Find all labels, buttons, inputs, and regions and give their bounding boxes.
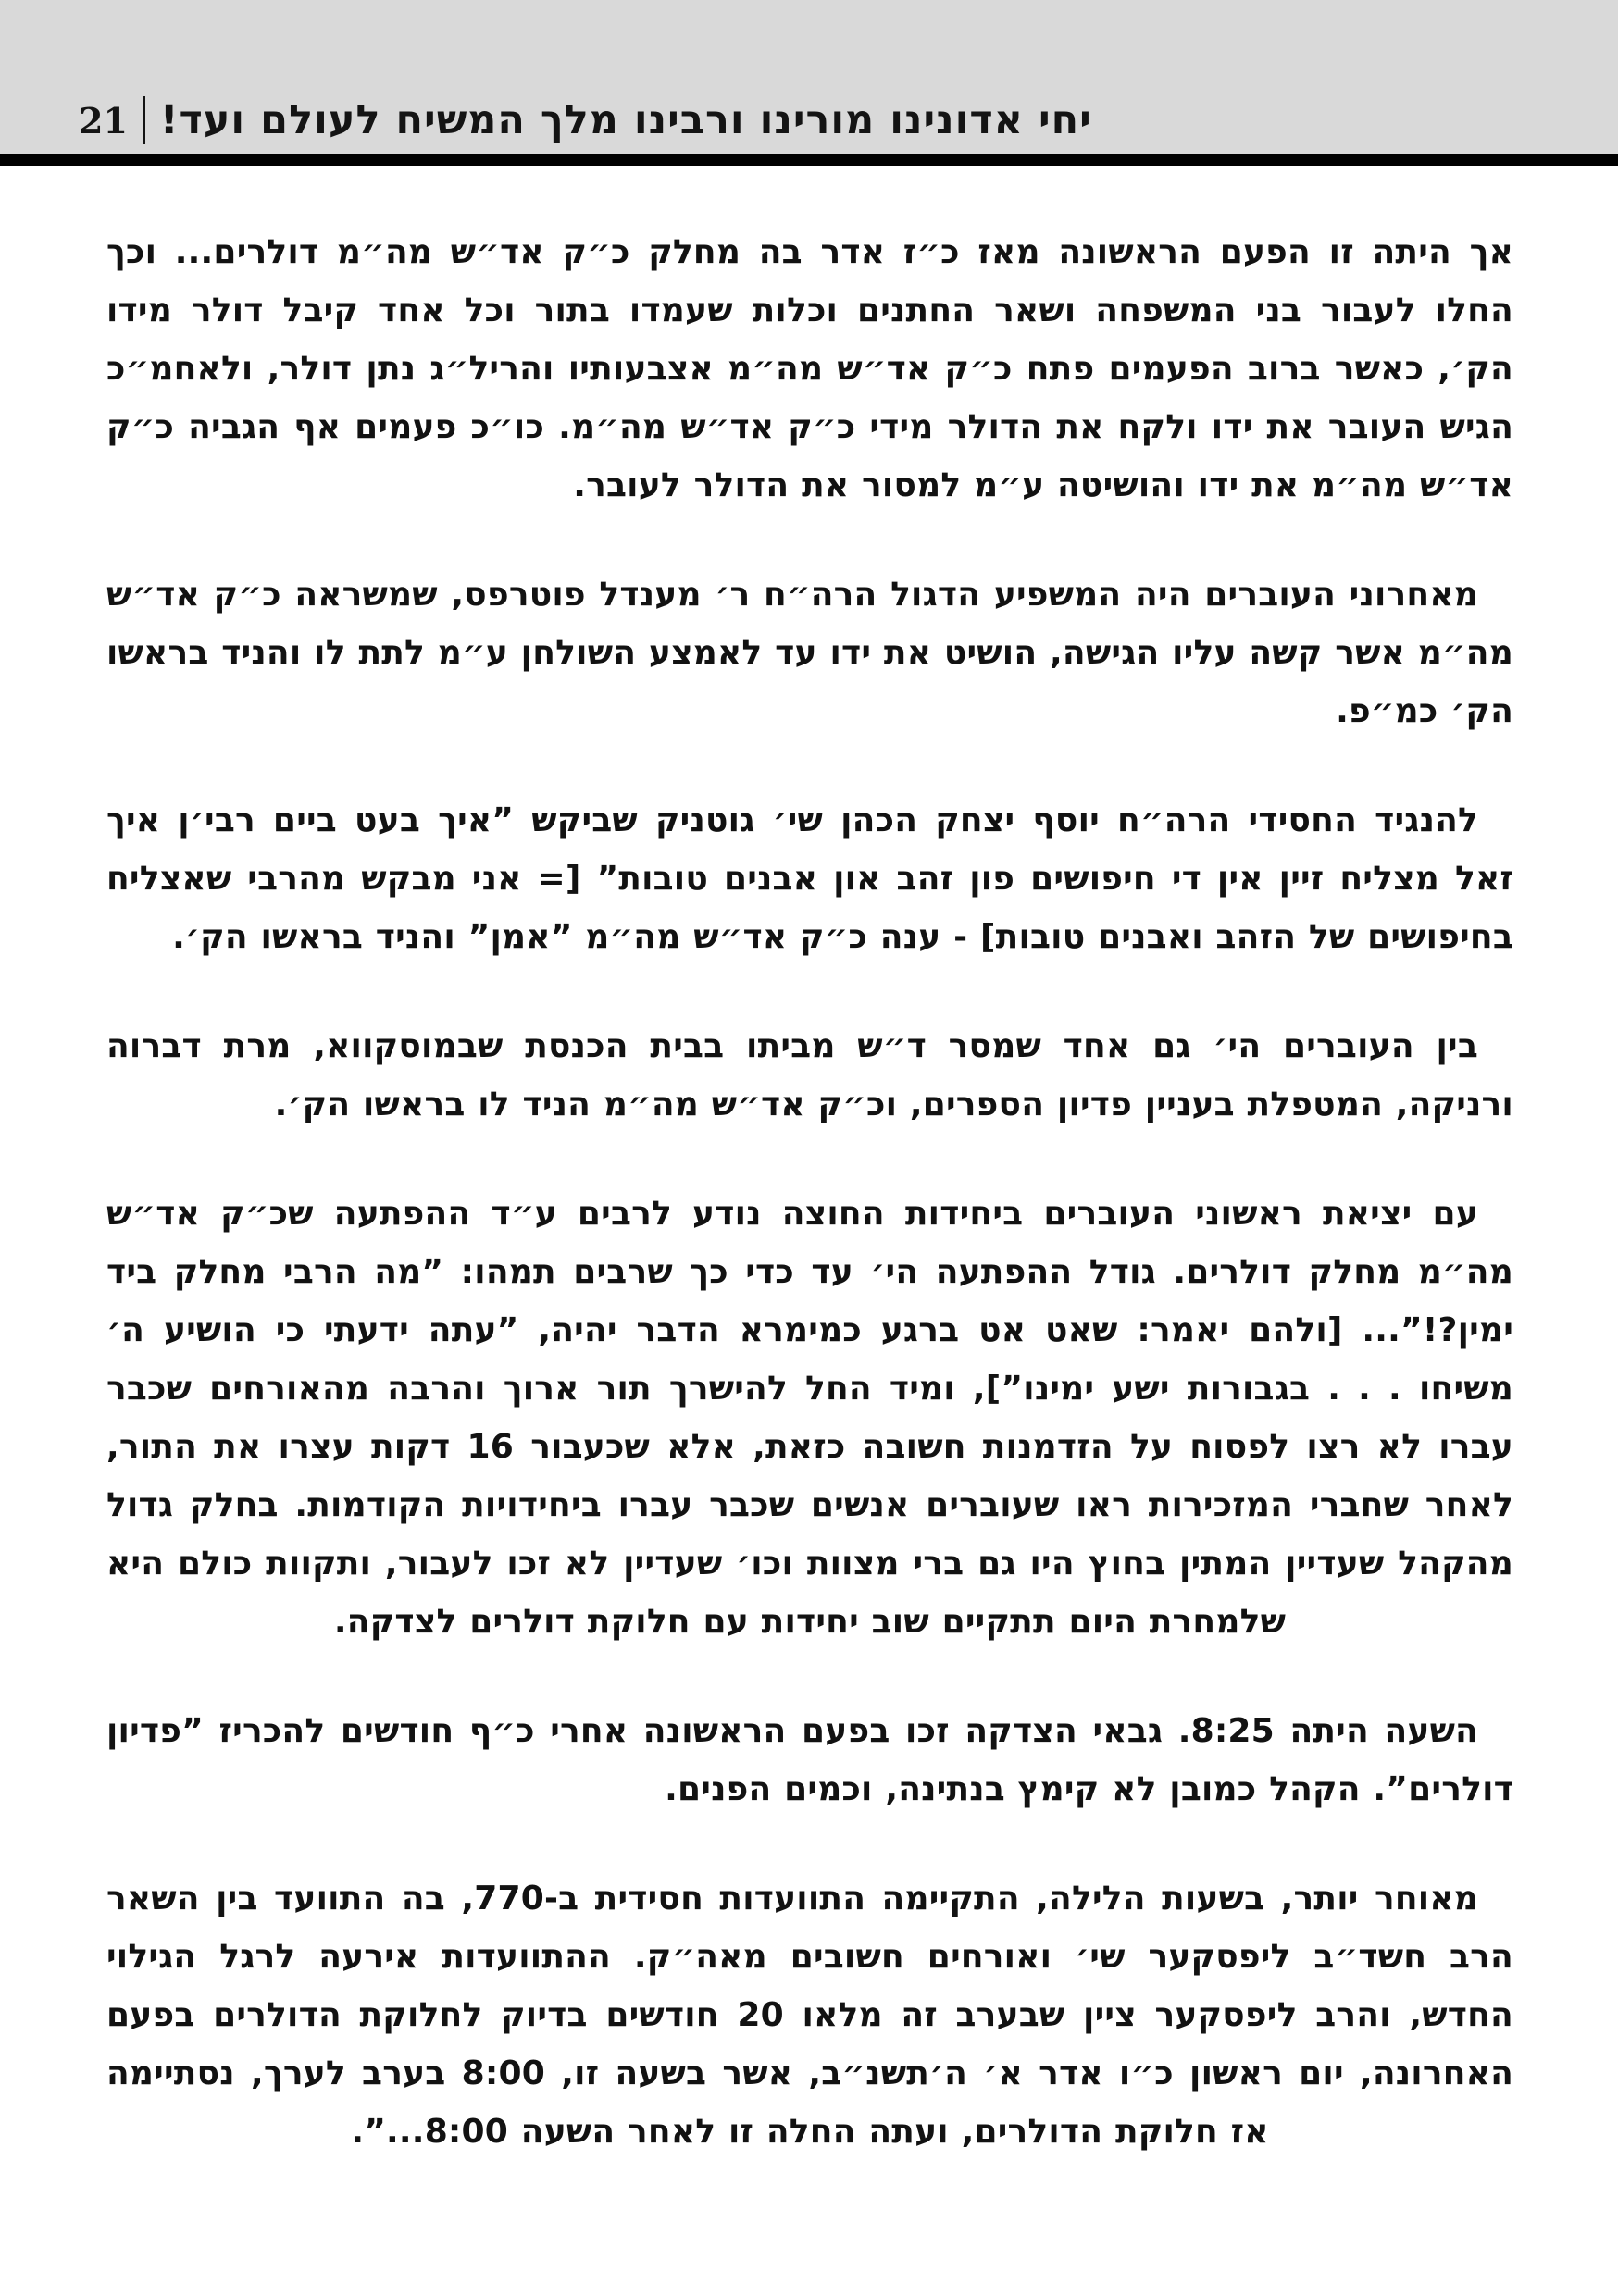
page-header xyxy=(0,0,1618,154)
paragraph-4: בין העוברים הי׳ גם אחד שמסר ד״ש מביתו בבית הכנסת שבמוסקווא, מרת דברוה ורניקה, המטפלת בעניין פדיון הספרים, וכ״ק אד״ש מה״מ הניד לו בראשו הק׳. xyxy=(106,1027,1513,1123)
header-content xyxy=(79,96,1092,144)
page-number: 21 xyxy=(79,99,128,142)
paragraph-7: מאוחר יותר, בשעות הלילה, התקיימה התוועדות חסידית ב-770, בה התוועד בין השאר הרב חשד״ב ליפסקער שי׳ ואורחים חשובים מאה״ק. ההתוועדות אירעה לרגל הגילוי החדש, והרב ליפסקער ציין שבערב זה מלאו 20 חודשים בדיוק לחלוקת הדולרים בפעם האחרונה, יום ראשון כ״ו אדר א׳ ה׳תשנ״ב, אשר בשעה זו, 8:00 בערב לערך, נסתיימה אז חלוקת הדולרים, ועתה החלה זו לאחר השעה 8:00...”. xyxy=(106,1880,1513,2151)
paragraph-3: להנגיד החסידי הרה״ח יוסף יצחק הכהן שי׳ גוטניק שביקש ”איך בעט ביים רבי׳ן איך זאל מצליח זיין אין די חיפושים פון זהב און אבנים טובות” [= אני מבקש מהרבי שאצליח בחיפושים של הזהב ואבנים טובות] - ענה כ״ק אד״ש מה״מ ”אמן” והניד בראשו הק׳. xyxy=(106,801,1513,956)
header-title: יחי אדונינו מורינו ורבינו מלך המשיח לעולם ועד! xyxy=(159,97,1092,143)
header-rule xyxy=(0,154,1618,166)
paragraph-1: אך היתה זו הפעם הראשונה מאז כ״ז אדר בה מחלק כ״ק אד״ש מה״מ דולרים... וכך החלו לעבור בני המשפחה ושאר החתנים וכלות שעמדו בתור וכל אחד קיבל דולר מידו הק׳, כאשר ברוב הפעמים פתח כ״ק אד״ש מה״מ אצבעותיו והריל״ג נתן דולר, ולאחמ״כ הגיש העובר את ידו ולקח את הדולר מידי כ״ק אד״ש מה״מ. כו״כ פעמים אף הגביה כ״ק אד״ש מה״מ את ידו והושיטה ע״מ למסור את הדולר לעובר. xyxy=(106,233,1513,504)
paragraph-5: עם יציאת ראשוני העוברים ביחידות החוצה נודע לרבים ע״ד ההפתעה שכ״ק אד״ש מה״מ מחלק דולרים. גודל ההפתעה הי׳ עד כדי כך שרבים תמהו: ”מה הרבי מחלק ביד ימין?!”... [ולהם יאמר: שאט אט ברגע כמימרא הדבר יהיה, ”עתה ידעתי כי הושיע ה׳ משיחו . . . בגבורות ישע ימינו”], ומיד החל להישרך תור ארוך והרבה מהאורחים שכבר עברו לא רצו לפסוח על הזדמנות חשובה כזאת, אלא שכעבור 16 דקות עצרו את התור, לאחר שחברי המזכירות ראו שעוברים אנשים שכבר עברו ביחידויות הקודמות. בחלק גדול מהקהל שעדיין המתין בחוץ היו גם ברי מצוות וכו׳ שעדיין לא זכו לעבור, ותקוות כולם היא שלמחרת היום תתקיים שוב יחידות עם חלוקת דולרים לצדקה. xyxy=(106,1195,1513,1641)
header-divider xyxy=(143,96,145,144)
page-body-text xyxy=(0,166,1618,2161)
paragraph-2: מאחרוני העוברים היה המשפיע הדגול הרה״ח ר׳ מענדל פוטרפס, שמשראה כ״ק אד״ש מה״מ אשר קשה עליו הגישה, הושיט את ידו עד לאמצע השולחן ע״מ לתת לו והניד בראשו הק׳ כמ״פ. xyxy=(106,576,1513,730)
paragraph-6: השעה היתה 8:25. גבאי הצדקה זכו בפעם הראשונה אחרי כ״ף חודשים להכריז ”פדיון דולרים”. הקהל כמובן לא קימץ בנתינה, וכמים הפנים. xyxy=(106,1712,1513,1808)
